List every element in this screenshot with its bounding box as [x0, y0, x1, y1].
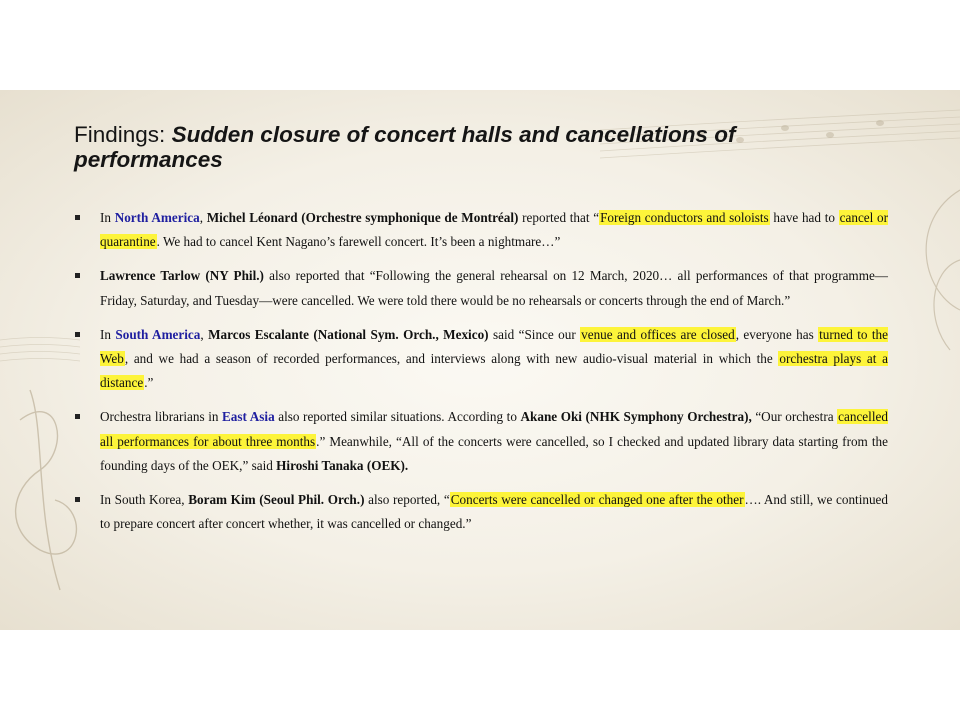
list-item	[72, 264, 888, 312]
body-text: also reported similar situations. According to	[274, 409, 521, 425]
person-name: Hiroshi Tanaka (OEK).	[276, 457, 409, 473]
highlighted-text: venue and offices are closed	[581, 326, 735, 342]
body-text: .”	[144, 375, 154, 391]
region-name: South America	[115, 326, 201, 342]
bullet-square-icon	[75, 215, 80, 220]
body-text: . We had to cancel Kent Nagano’s farewell concert. It’s been a nightmare…”	[156, 234, 561, 250]
region-name: North America	[114, 210, 200, 225]
findings-list	[72, 206, 888, 546]
list-item	[72, 488, 888, 536]
highlighted-text: Foreign conductors and soloists	[600, 210, 769, 225]
slide	[0, 90, 960, 630]
body-text: said “Since our	[488, 326, 581, 342]
highlighted-text: orchestra plays at a distance	[100, 351, 888, 391]
title-prefix: Findings:	[74, 122, 172, 147]
body-text: In South Korea,	[100, 492, 189, 508]
body-text: , everyone has	[735, 326, 819, 342]
body-text: ,	[199, 210, 207, 225]
title-emphasis: Sudden closure of concert halls and cancellations of performances	[74, 122, 736, 172]
bullet-square-icon	[75, 332, 80, 337]
body-text: In	[100, 210, 115, 225]
body-text: also reported, “	[364, 492, 450, 508]
list-item	[72, 405, 888, 478]
swirl-ornament-right	[926, 190, 960, 350]
highlighted-text: Concerts were cancelled or changed one after the other	[450, 492, 744, 508]
body-text: ,	[200, 326, 209, 342]
region-name: East Asia	[222, 409, 275, 425]
body-text: Orchestra librarians in	[100, 409, 223, 425]
treble-clef-ornament-left	[16, 390, 77, 590]
body-text: have had to	[769, 210, 839, 225]
list-item	[72, 206, 888, 254]
staff-lines-left	[0, 338, 80, 362]
bullet-square-icon	[75, 273, 80, 278]
highlighted-text: cancel or quarantine	[100, 210, 889, 250]
highlighted-text: cancelled all performances for about three months	[100, 409, 888, 449]
highlighted-text: turned to the Web	[100, 326, 888, 367]
body-text: reported that “	[518, 210, 600, 225]
person-name: Michel Léonard (Orchestre symphonique de Montréal)	[206, 210, 519, 225]
bullet-square-icon	[75, 497, 80, 502]
person-name: Boram Kim (Seoul Phil. Orch.)	[188, 492, 365, 508]
body-text: , and we had a season of recorded performances, and interviews along with new audio-visual material in which the	[124, 351, 779, 367]
body-text: also reported that “Following the general rehearsal on 12 March, 2020… all performances of that programme—Friday, Saturday, and Tuesday—were cancelled. We were told there would be no rehearsals or concerts through the end of March.”	[100, 268, 888, 308]
person-name: Lawrence Tarlow (NY Phil.)	[100, 268, 264, 284]
body-text: “Our orchestra	[751, 409, 838, 425]
body-text: In	[100, 326, 116, 342]
body-text: …. And still, we continued to prepare concert after concert whether, it was cancelled or changed.”	[100, 492, 889, 532]
person-name: Marcos Escalante (National Sym. Orch., Mexico)	[208, 326, 489, 342]
slide-title	[74, 122, 854, 172]
person-name: Akane Oki (NHK Symphony Orchestra),	[520, 409, 752, 425]
bullet-square-icon	[75, 414, 80, 419]
body-text: .” Meanwhile, “All of the concerts were cancelled, so I checked and updated library data starting from the founding days of the OEK,” said	[100, 433, 888, 473]
list-item	[72, 323, 888, 396]
